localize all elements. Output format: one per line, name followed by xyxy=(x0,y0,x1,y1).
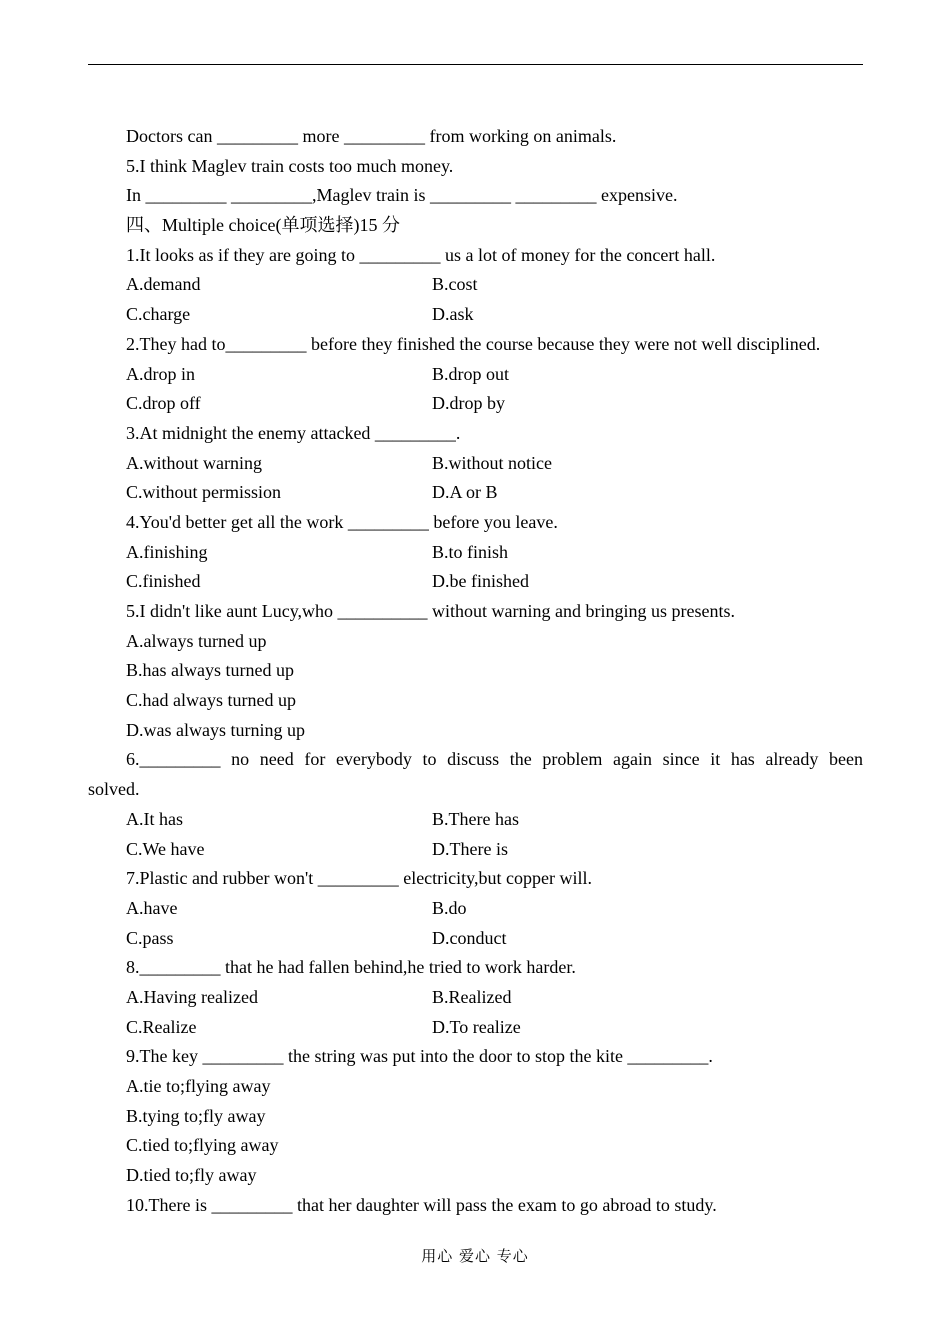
option: C.had always turned up xyxy=(126,690,296,711)
option-row xyxy=(88,1013,863,1043)
option: B.has always turned up xyxy=(126,660,294,681)
option-row xyxy=(88,389,863,419)
option: A.demand xyxy=(126,274,201,295)
question-5-rewrite: In _________ _________,Maglev train is _________ _________ expensive. xyxy=(126,185,678,206)
option: A.drop in xyxy=(126,363,195,384)
document-body xyxy=(88,122,863,1220)
section-title: 四、Multiple choice(单项选择)15 分 xyxy=(126,215,400,236)
question-stem: 10.There is _________ that her daughter will pass the exam to go abroad to study. xyxy=(126,1194,717,1215)
question-4-rewrite: Doctors can _________ more _________ from working on animals. xyxy=(126,126,617,146)
option: B.cost xyxy=(432,274,478,295)
option-row xyxy=(88,449,863,479)
question-stem: 3.At midnight the enemy attacked _________. xyxy=(126,422,461,443)
option-row xyxy=(88,805,863,835)
option-row xyxy=(88,924,863,954)
option: B.drop out xyxy=(432,363,510,384)
question-stem: 9.The key _________ the string was put into the door to stop the kite _________. xyxy=(126,1046,713,1067)
option: D.ask xyxy=(432,304,474,325)
option: D.A or B xyxy=(432,482,498,503)
option: A.without warning xyxy=(126,452,262,473)
option: B.tying to;fly away xyxy=(126,1105,266,1126)
question-stem-continuation: solved. xyxy=(88,779,140,800)
option: C.pass xyxy=(126,927,174,948)
option: D.To realize xyxy=(432,1016,521,1037)
option: C.charge xyxy=(126,304,191,325)
option-row xyxy=(88,478,863,508)
option-row xyxy=(88,538,863,568)
option: A.finishing xyxy=(126,541,208,562)
option: D.was always turning up xyxy=(126,719,305,740)
option: A.It has xyxy=(126,808,183,829)
option: A.always turned up xyxy=(126,630,267,651)
option: C.We have xyxy=(126,838,205,859)
option: D.be finished xyxy=(432,571,529,592)
option: C.tied to;flying away xyxy=(126,1135,279,1156)
question-stem: 8._________ that he had fallen behind,he tried to work harder. xyxy=(126,957,576,978)
option: B.There has xyxy=(432,808,519,829)
option: D.drop by xyxy=(432,393,505,414)
option-row xyxy=(88,360,863,390)
option-row xyxy=(88,270,863,300)
option: A.Having realized xyxy=(126,986,258,1007)
option: C.without permission xyxy=(126,482,282,503)
option: C.Realize xyxy=(126,1016,197,1037)
option: C.drop off xyxy=(126,393,201,414)
option-row xyxy=(88,300,863,330)
page-footer: 用心 爱心 专心 xyxy=(421,1247,529,1265)
question-stem: 7.Plastic and rubber won't _________ electricity,but copper will. xyxy=(126,868,592,889)
question-5-sentence: 5.I think Maglev train costs too much money. xyxy=(126,155,454,176)
option: D.conduct xyxy=(432,927,507,948)
option: B.to finish xyxy=(432,541,509,562)
question-stem: 5.I didn't like aunt Lucy,who __________ without warning and bringing us presents. xyxy=(126,601,735,621)
option: D.tied to;fly away xyxy=(126,1165,257,1186)
question-stem: 1.It looks as if they are going to _________ us a lot of money for the concert hall. xyxy=(126,244,716,265)
option: D.There is xyxy=(432,838,508,859)
option: B.without notice xyxy=(432,452,552,473)
option: C.finished xyxy=(126,571,201,592)
question-stem: 4.You'd better get all the work _________ before you leave. xyxy=(126,511,558,532)
option-row xyxy=(88,983,863,1013)
option: B.Realized xyxy=(432,986,512,1007)
question-stem: 6._________ no need for everybody to discuss the problem again since it has already been xyxy=(126,749,863,770)
question-stem: 2.They had to_________ before they finished the course because they were not well disciplined. xyxy=(126,333,821,354)
option: A.tie to;flying away xyxy=(126,1076,271,1097)
option-row xyxy=(88,894,863,924)
option: B.do xyxy=(432,897,467,918)
option-row xyxy=(88,567,863,597)
header-rule xyxy=(88,64,863,65)
option: A.have xyxy=(126,897,178,918)
option-row xyxy=(88,835,863,865)
